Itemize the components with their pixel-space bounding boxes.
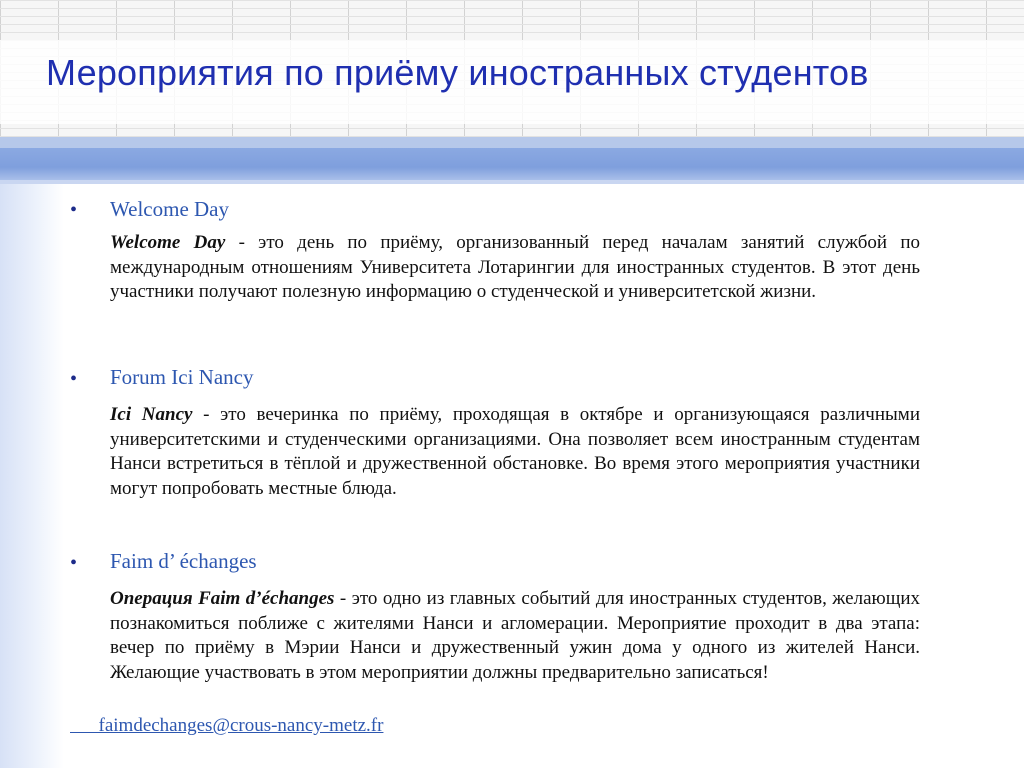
- bullet-marker: •: [70, 199, 78, 221]
- slide-title: Мероприятия по приёму иностранных студентов: [46, 52, 869, 93]
- paragraph-text: - это вечеринка по приёму, проходящая в октябре и организующаяся различными университетскими и студенческими организациями. Она позволяет всем иностранным студентам Нанси встретиться в тёплой и дружественной обстановке. Во время этого мероприятия участники могут попробовать местные блюда.: [110, 404, 920, 499]
- section-paragraph-welcome-day: [110, 231, 920, 305]
- section-paragraph-faim-dechanges: [110, 587, 920, 685]
- section-heading-welcome-day: Welcome Day: [110, 197, 230, 221]
- paragraph-lead: Welcome Day: [110, 232, 226, 253]
- paragraph-lead: Операция Faim d’échanges: [110, 588, 335, 609]
- section-heading-forum-ici-nancy: Forum Ici Nancy: [110, 365, 254, 389]
- contact-email-link[interactable]: faimdechanges@crous-nancy-metz.fr: [70, 715, 384, 736]
- paragraph-lead: Ici Nancy: [110, 404, 193, 425]
- section-paragraph-forum-ici-nancy: [110, 403, 920, 501]
- section-heading-faim-dechanges: Faim d’ échanges: [110, 549, 257, 573]
- paragraph-text: - это одно из главных событий для иностранных студентов, желающих познакомиться поближе с жителями Нанси и агломерации. Мероприятие проходит в два этапа: вечер по приёму в Мэрии Нанси и дружественный ужин дома у одного из жителей Нанси. Желающие участвовать в этом мероприятии должны предварительно записаться!: [110, 588, 921, 683]
- bullet-marker: •: [70, 368, 78, 390]
- bullet-marker: •: [70, 552, 78, 574]
- paragraph-text: - это день по приёму, организованный перед началам занятий службой по международным отношениям Университета Лотарингии для иностранных студентов. В этот день участники получают полезную информацию о студенческой и университетской жизни.: [110, 232, 920, 302]
